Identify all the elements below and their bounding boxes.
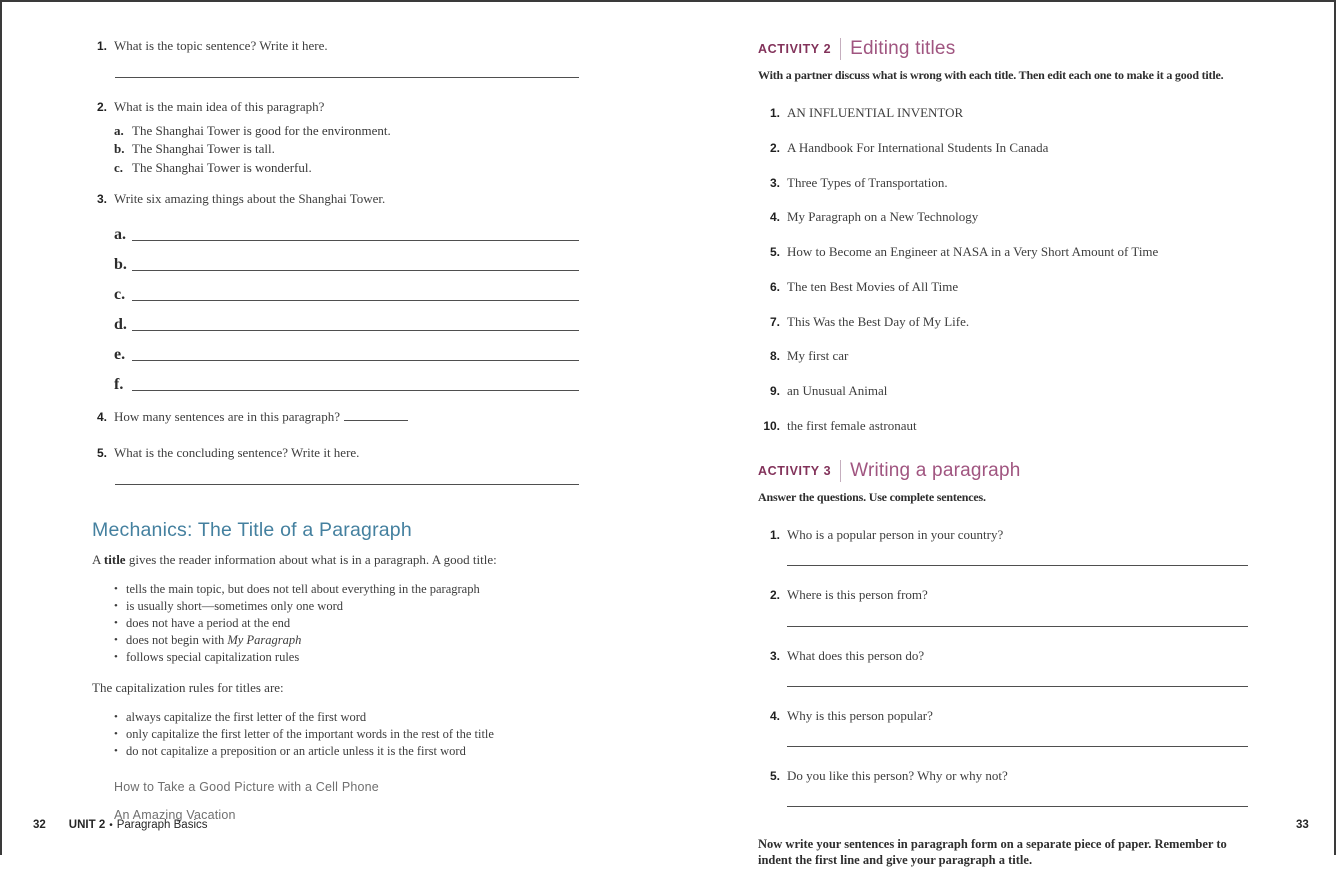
option-text: The Shanghai Tower is wonderful. [132, 159, 312, 175]
answer-row-f [114, 361, 579, 394]
answer-line [115, 77, 579, 78]
answer-letter: e. [114, 346, 126, 364]
title-item-7 [758, 314, 1248, 330]
editing-titles-list [758, 105, 1248, 434]
question-number: 3. [96, 192, 107, 206]
title-item-5 [758, 244, 1248, 260]
answer-line [132, 390, 579, 391]
option-letter: b. [114, 141, 125, 156]
option-c [114, 159, 579, 178]
writing-question-4 [758, 708, 1248, 747]
capitalization-rules-intro: The capitalization rules for titles are: [92, 679, 284, 695]
bullet-item: • does not have a period at the end [114, 615, 579, 632]
activity-3-instructions: Answer the questions. Use complete sentences. [758, 490, 986, 504]
bullet-item: • follows special capitalization rules [114, 649, 579, 666]
answer-letter: d. [114, 316, 127, 334]
activity-title: Writing a paragraph [850, 460, 1021, 481]
question-4 [92, 409, 579, 425]
question-text: What is the topic sentence? Write it here. [114, 38, 328, 53]
option-text: The Shanghai Tower is good for the environment. [132, 122, 391, 138]
answer-line [787, 686, 1248, 687]
title-item-6 [758, 279, 1248, 295]
closing-note: Now write your sentences in paragraph form on a separate piece of paper. Remember to indent the first line and give your paragraph a title. [758, 837, 1227, 868]
example-title-2: An Amazing Vacation [114, 807, 236, 822]
answer-line [132, 330, 579, 331]
bullet-item: • always capitalize the first letter of the first word [114, 709, 579, 726]
item-number: 3. [769, 175, 780, 190]
question-number: 5. [769, 769, 780, 783]
activity-label: ACTIVITY 2 [758, 42, 832, 56]
item-text: My first car [787, 348, 849, 364]
section-heading: Mechanics: The Title of a Paragraph [92, 518, 412, 541]
answer-row-a [114, 211, 579, 244]
answer-row-e [114, 331, 579, 364]
bullet-item: • does not begin with My Paragraph [114, 632, 579, 649]
answer-line [115, 484, 579, 485]
title-item-4 [758, 209, 1248, 225]
question-2 [92, 99, 579, 115]
question-text: Do you like this person? Why or why not? [787, 768, 1008, 783]
question-number: 5. [96, 445, 107, 460]
answer-letter: b. [114, 256, 127, 274]
question-1 [92, 38, 579, 54]
question-number: 4. [769, 708, 780, 723]
question-text: What is the concluding sentence? Write it here. [114, 444, 360, 460]
item-number: 9. [769, 384, 780, 398]
right-page-footer [1296, 819, 1309, 831]
writing-question-5 [758, 768, 1248, 807]
left-page [92, 38, 579, 822]
option-text: The Shanghai Tower is tall. [132, 141, 275, 156]
question-number: 4. [96, 410, 107, 425]
activity-2-instructions: With a partner discuss what is wrong with each title. Then edit each one to make it a good title. [758, 68, 1224, 82]
capitalization-rules-list [92, 709, 579, 760]
writing-question-2 [758, 587, 1248, 626]
question-text: What does this person do? [787, 647, 925, 663]
writing-questions [758, 527, 1248, 807]
answer-line [787, 806, 1248, 807]
question-text: Write six amazing things about the Shanghai Tower. [114, 191, 386, 206]
writing-question-1 [758, 527, 1248, 566]
answer-line [132, 240, 579, 241]
question-text: Who is a popular person in your country? [787, 527, 1004, 542]
item-text: AN INFLUENTIAL INVENTOR [787, 105, 964, 120]
item-number: 10. [763, 418, 780, 433]
answer-letter: a. [114, 226, 126, 244]
activity-title: Editing titles [850, 38, 956, 59]
question-text: Why is this person popular? [787, 707, 933, 723]
title-item-2 [758, 140, 1248, 156]
page-number: 33 [1296, 819, 1309, 831]
activity-2-header [758, 38, 1248, 60]
title-item-10 [758, 418, 1248, 434]
item-text: My Paragraph on a New Technology [787, 209, 979, 225]
bullet-item: • is usually short—sometimes only one word [114, 598, 579, 615]
item-number: 8. [769, 349, 780, 364]
answer-line [132, 360, 579, 361]
example-title-1: How to Take a Good Picture with a Cell Phone [114, 779, 379, 794]
answer-row-d [114, 301, 579, 334]
question-3 [92, 191, 579, 207]
item-text: the first female astronaut [787, 417, 917, 433]
activity-3-header [758, 460, 1248, 482]
choice-options [114, 122, 579, 178]
item-text: Three Types of Transportation. [787, 174, 948, 190]
divider [840, 38, 841, 60]
divider [840, 460, 841, 482]
option-b [114, 140, 579, 159]
bullet-item: • tells the main topic, but does not tell about everything in the paragraph [114, 581, 579, 598]
answer-line [787, 626, 1248, 627]
question-number: 3. [769, 648, 780, 663]
question-text: Where is this person from? [787, 587, 928, 603]
item-text: How to Become an Engineer at NASA in a Very Short Amount of Time [787, 244, 1159, 259]
item-text: an Unusual Animal [787, 383, 888, 398]
section-label: Paragraph Basics [116, 819, 208, 831]
question-text: How many sentences are in this paragraph? [114, 409, 408, 425]
option-a [114, 122, 579, 141]
lettered-answer-lines [114, 211, 579, 394]
item-text: This Was the Best Day of My Life. [787, 313, 970, 329]
unit-label: UNIT 2 [68, 819, 106, 831]
question-5 [92, 445, 579, 461]
item-text: The ten Best Movies of All Time [787, 278, 959, 294]
bullet-item: • do not capitalize a preposition or an article unless it is the first word [114, 743, 579, 760]
option-letter: c. [114, 159, 124, 175]
item-number: 2. [769, 140, 780, 155]
title-item-8 [758, 348, 1248, 364]
title-item-1 [758, 105, 1248, 121]
item-number: 4. [769, 210, 780, 225]
separator-dot: • [109, 820, 113, 831]
question-number: 2. [96, 100, 107, 115]
answer-letter: f. [114, 376, 124, 394]
item-number: 1. [769, 106, 780, 120]
question-number: 1. [769, 528, 780, 542]
title-item-9 [758, 383, 1248, 399]
question-number: 1. [96, 39, 107, 53]
answer-line [132, 270, 579, 271]
short-answer-line [344, 409, 408, 421]
item-number: 5. [769, 245, 780, 259]
section-intro: A title gives the reader information about what is in a paragraph. A good title: [92, 551, 497, 567]
answer-line [132, 300, 579, 301]
item-text: A Handbook For International Students In Canada [787, 139, 1049, 155]
title-rules-list [92, 581, 579, 666]
answer-line [787, 746, 1248, 747]
question-text: What is the main idea of this paragraph? [114, 99, 325, 115]
answer-row-b [114, 241, 579, 274]
activity-label: ACTIVITY 3 [758, 464, 832, 478]
right-page [758, 38, 1248, 881]
answer-row-c [114, 271, 579, 304]
page-number: 32 [33, 819, 46, 831]
item-number: 6. [769, 279, 780, 294]
bullet-item: • only capitalize the first letter of the important words in the rest of the title [114, 726, 579, 743]
answer-letter: c. [114, 286, 126, 304]
answer-line [787, 565, 1248, 566]
question-number: 2. [769, 588, 780, 603]
item-number: 7. [769, 314, 780, 329]
title-item-3 [758, 175, 1248, 191]
option-letter: a. [114, 122, 124, 138]
writing-question-3 [758, 648, 1248, 687]
left-page-footer [33, 819, 208, 831]
